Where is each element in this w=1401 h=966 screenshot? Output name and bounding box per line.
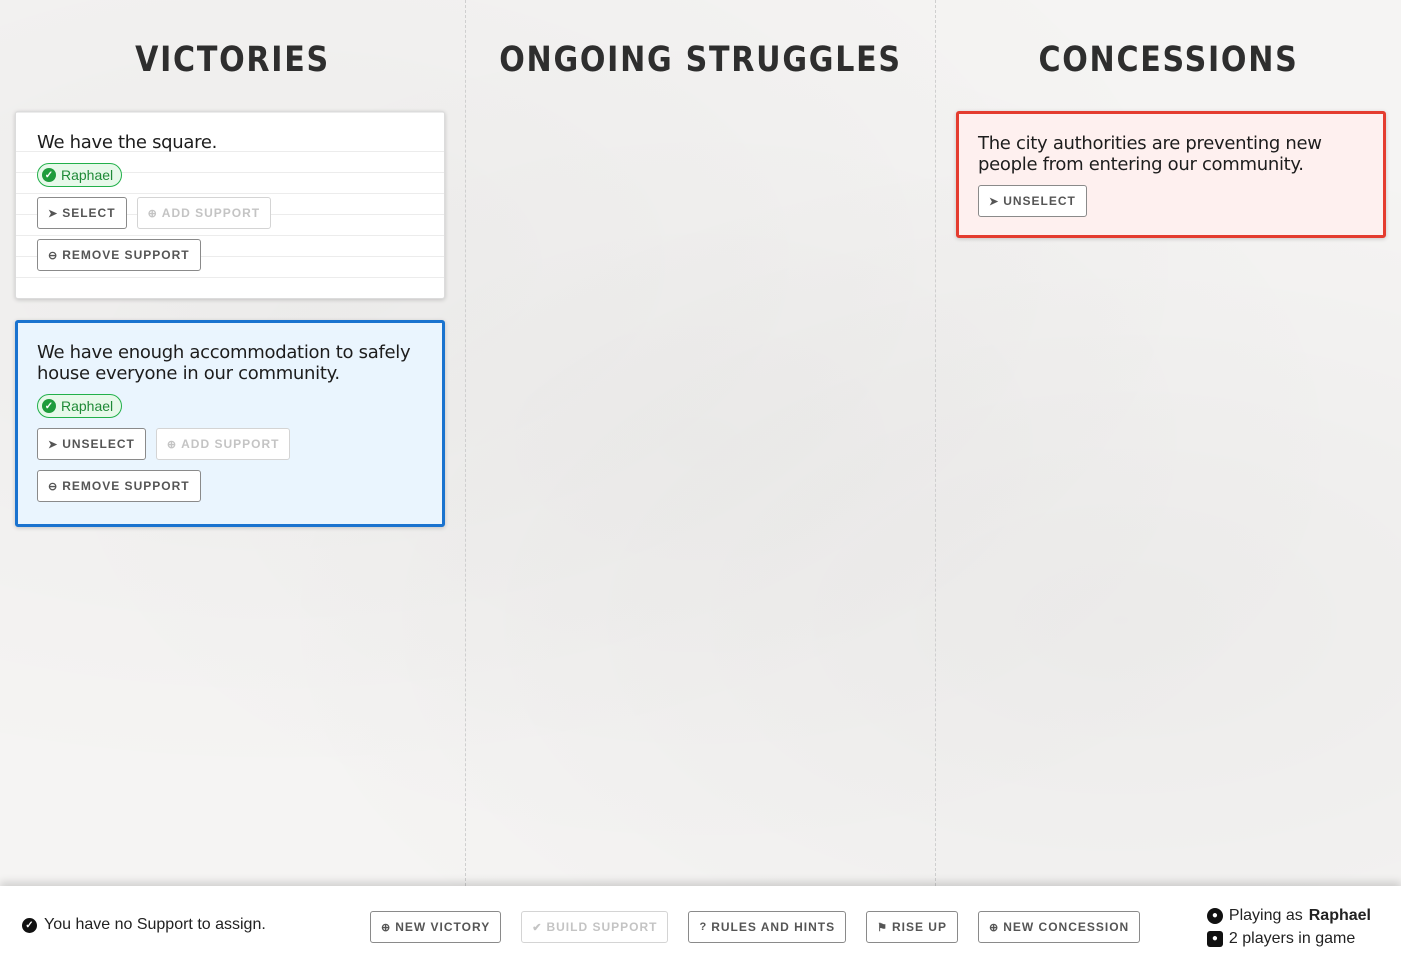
remove-support-label: REMOVE SUPPORT [62, 479, 190, 493]
supporter-name: Raphael [61, 398, 114, 414]
player-name: Raphael [1308, 907, 1371, 924]
build-support-button[interactable] [521, 911, 668, 943]
users-icon: ● [1207, 931, 1223, 947]
struggles-title: ONGOING STRUGGLES [499, 40, 902, 80]
players-in-game: 2 players in game [1228, 930, 1356, 947]
footer-bar [0, 886, 1401, 966]
select-button[interactable] [37, 197, 127, 229]
check-circle-icon: ✓ [42, 399, 56, 413]
plus-circle-icon: ⊕ [147, 207, 158, 220]
plus-circle-icon: ⊕ [166, 438, 178, 451]
victory-card[interactable] [15, 111, 445, 299]
remove-support-button[interactable] [37, 470, 201, 502]
rules-and-hints-label: RULES AND HINTS [711, 920, 836, 934]
concession-card-selected[interactable] [956, 111, 1386, 238]
concession-card-text: The city authorities are preventing new people from entering our community. [978, 133, 1322, 175]
victories-title: VICTORIES [135, 40, 330, 80]
cursor-icon: ➤ [48, 207, 59, 220]
concessions-column [935, 0, 1401, 886]
question-circle-icon: ? [699, 921, 708, 933]
rise-up-label: RISE UP [891, 920, 947, 934]
victory-card-text: We have enough accommodation to safely house everyone in our community. [37, 342, 411, 384]
minus-circle-icon: ⊖ [48, 249, 59, 262]
remove-support-button[interactable] [37, 239, 201, 271]
victory-card-selected[interactable] [15, 320, 445, 527]
build-support-label: BUILD SUPPORT [546, 920, 658, 934]
rules-and-hints-button[interactable] [688, 911, 846, 943]
unselect-button[interactable] [978, 185, 1087, 217]
select-label: SELECT [62, 206, 116, 220]
add-support-button[interactable] [137, 197, 272, 229]
concessions-title: CONCESSIONS [1038, 40, 1299, 80]
remove-support-label: REMOVE SUPPORT [62, 248, 190, 262]
new-concession-button[interactable] [978, 911, 1140, 943]
supporter-badge [37, 394, 122, 418]
user-circle-icon: ● [1207, 908, 1223, 924]
unselect-label: UNSELECT [62, 437, 135, 451]
player-info [1207, 904, 1371, 950]
check-double-icon: ✔ [532, 921, 543, 934]
flag-icon: ⚑ [877, 921, 888, 934]
cursor-icon: ➤ [989, 195, 1000, 208]
rise-up-button[interactable] [866, 911, 958, 943]
add-support-button[interactable] [156, 428, 291, 460]
support-status [22, 916, 266, 934]
playing-as-prefix: Playing as [1228, 907, 1303, 924]
support-status-text: You have no Support to assign. [44, 916, 266, 933]
plus-circle-icon: ⊕ [988, 921, 1000, 934]
new-victory-label: NEW VICTORY [395, 920, 491, 934]
supporter-badge [37, 163, 122, 187]
check-circle-icon: ✓ [22, 918, 37, 933]
new-victory-button[interactable] [370, 911, 501, 943]
unselect-button[interactable] [37, 428, 146, 460]
struggles-column [465, 0, 935, 886]
cursor-icon: ➤ [48, 438, 59, 451]
new-concession-label: NEW CONCESSION [1003, 920, 1130, 934]
victory-card-text: We have the square. [37, 132, 218, 153]
plus-circle-icon: ⊕ [381, 921, 392, 934]
supporter-name: Raphael [61, 167, 114, 183]
add-support-label: ADD SUPPORT [181, 437, 280, 451]
action-bar [370, 911, 1140, 943]
victories-column [0, 0, 465, 886]
minus-circle-icon: ⊖ [48, 480, 59, 493]
add-support-label: ADD SUPPORT [161, 206, 261, 220]
check-circle-icon: ✓ [42, 168, 56, 182]
unselect-label: UNSELECT [1003, 194, 1076, 208]
